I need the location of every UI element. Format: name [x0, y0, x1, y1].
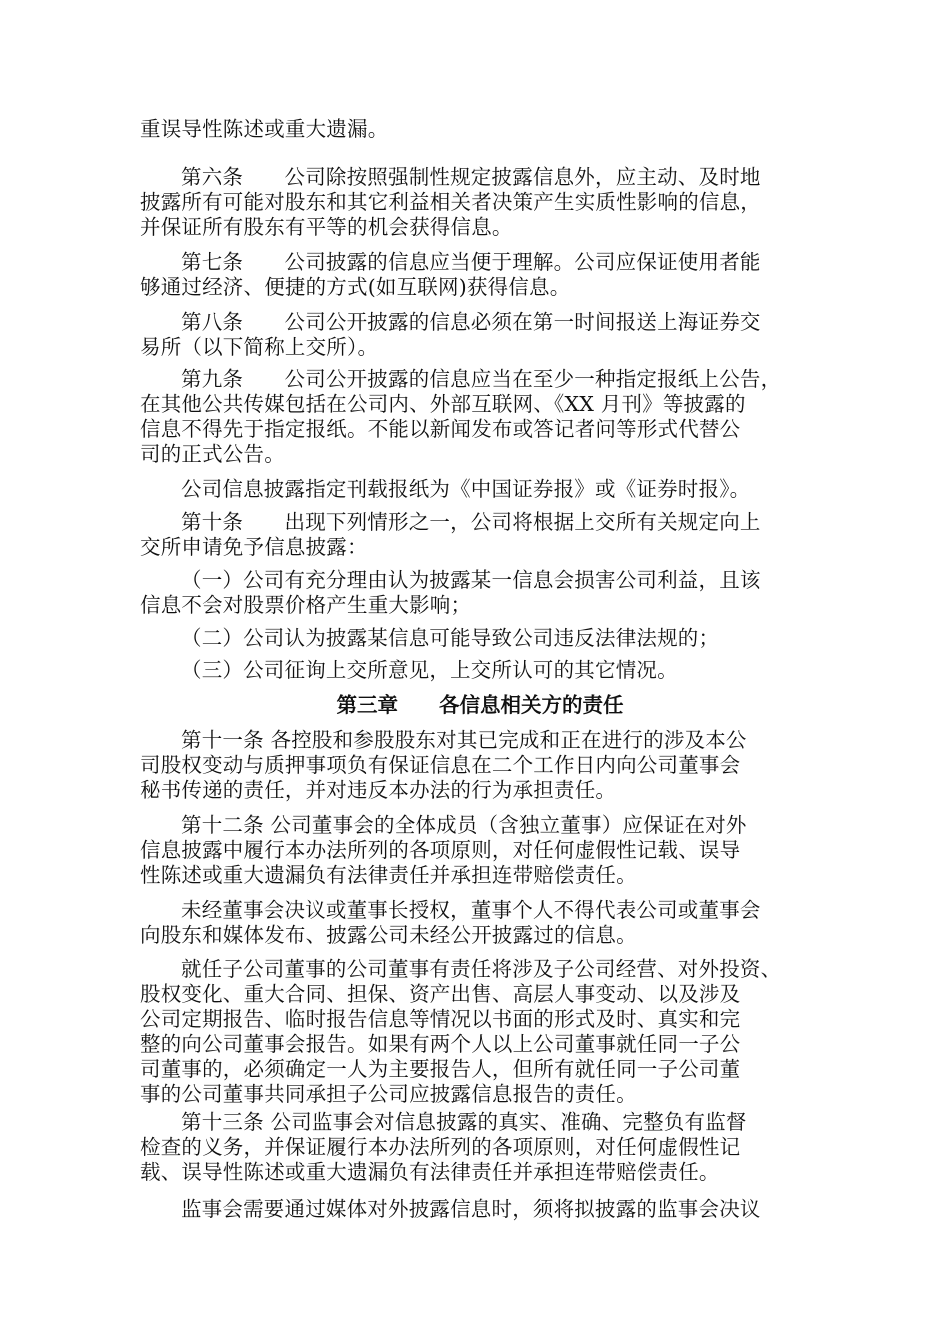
article-9: 第九条 公司公开披露的信息应当在至少一种指定报纸上公告， 在其他公共传媒包括在公司内、外部互联网、《XX 月刊》等披露的 信息不得先于指定报纸。不能以新闻发布或答记者问等形式代替公 司的正式公告。 — [140, 367, 782, 466]
article-12: 第十二条 公司董事会的全体成员（含独立董事）应保证在对外 信息披露中履行本办法所列的各项原则，对任何虚假性记载、误导 性陈述或重大遗漏负有法律责任并承担连带赔偿责任。 — [140, 813, 747, 887]
supervisory-board-media: 监事会需要通过媒体对外披露信息时，须将拟披露的监事会决议 — [181, 1197, 761, 1221]
article-13: 第十三条 公司监事会对信息披露的真实、准确、完整负有监督 检查的义务，并保证履行本办法所列的各项原则，对任何虚假性记 载、误导性陈述或重大遗漏负有法律责任并承担连带赔偿责任。 — [140, 1110, 747, 1184]
exemption-item-2: （二）公司认为披露某信息可能导致公司违反法律法规的； — [181, 626, 720, 650]
designated-newspapers: 公司信息披露指定刊载报纸为《中国证券报》或《证券时报》。 — [181, 477, 751, 501]
article-6: 第六条 公司除按照强制性规定披露信息外，应主动、及时地 披露所有可能对股东和其它利益相关者决策产生实质性影响的信息， 并保证所有股东有平等的机会获得信息。 — [140, 165, 761, 239]
board-authorization: 未经董事会决议或董事长授权，董事个人不得代表公司或董事会 向股东和媒体发布、披露公司未经公开披露过的信息。 — [140, 898, 761, 947]
chapter-heading: 第三章 各信息相关方的责任 — [336, 693, 624, 717]
paragraph-continuation: 重误导性陈述或重大遗漏。 — [140, 117, 389, 141]
article-10: 第十条 出现下列情形之一，公司将根据上交所有关规定向上 交所申请免予信息披露： — [140, 510, 761, 559]
exemption-item-1: （一）公司有充分理由认为披露某一信息会损害公司利益，且该 信息不会对股票价格产生重大影响； — [140, 568, 761, 617]
subsidiary-director-duty: 就任子公司董事的公司董事有责任将涉及子公司经营、对外投资、 股权变化、重大合同、担保、资产出售、高层人事变动、以及涉及 公司定期报告、临时报告信息等情况以书面的形式及时、真实和完 整的向公司董事会报告。如果有两个人以上公司董事就任同一子公 司董事的，必须确定一人为主要报告人，但所有就任同一子公司董 事的公司董事共同承担子公司应披露信息报告的责任。 — [140, 957, 782, 1106]
article-8: 第八条 公司公开披露的信息必须在第一时间报送上海证券交 易所（以下简称上交所）。 — [140, 310, 761, 359]
exemption-item-3: （三）公司征询上交所意见，上交所认可的其它情况。 — [181, 658, 678, 682]
article-11: 第十一条 各控股和参股股东对其已完成和正在进行的涉及本公 司股权变动与质押事项负有保证信息在二个工作日内向公司董事会 秘书传递的责任，并对违反本办法的行为承担责任。 — [140, 728, 747, 802]
article-7: 第七条 公司披露的信息应当便于理解。公司应保证使用者能 够通过经济、便捷的方式(如互联网)获得信息。 — [140, 250, 761, 299]
